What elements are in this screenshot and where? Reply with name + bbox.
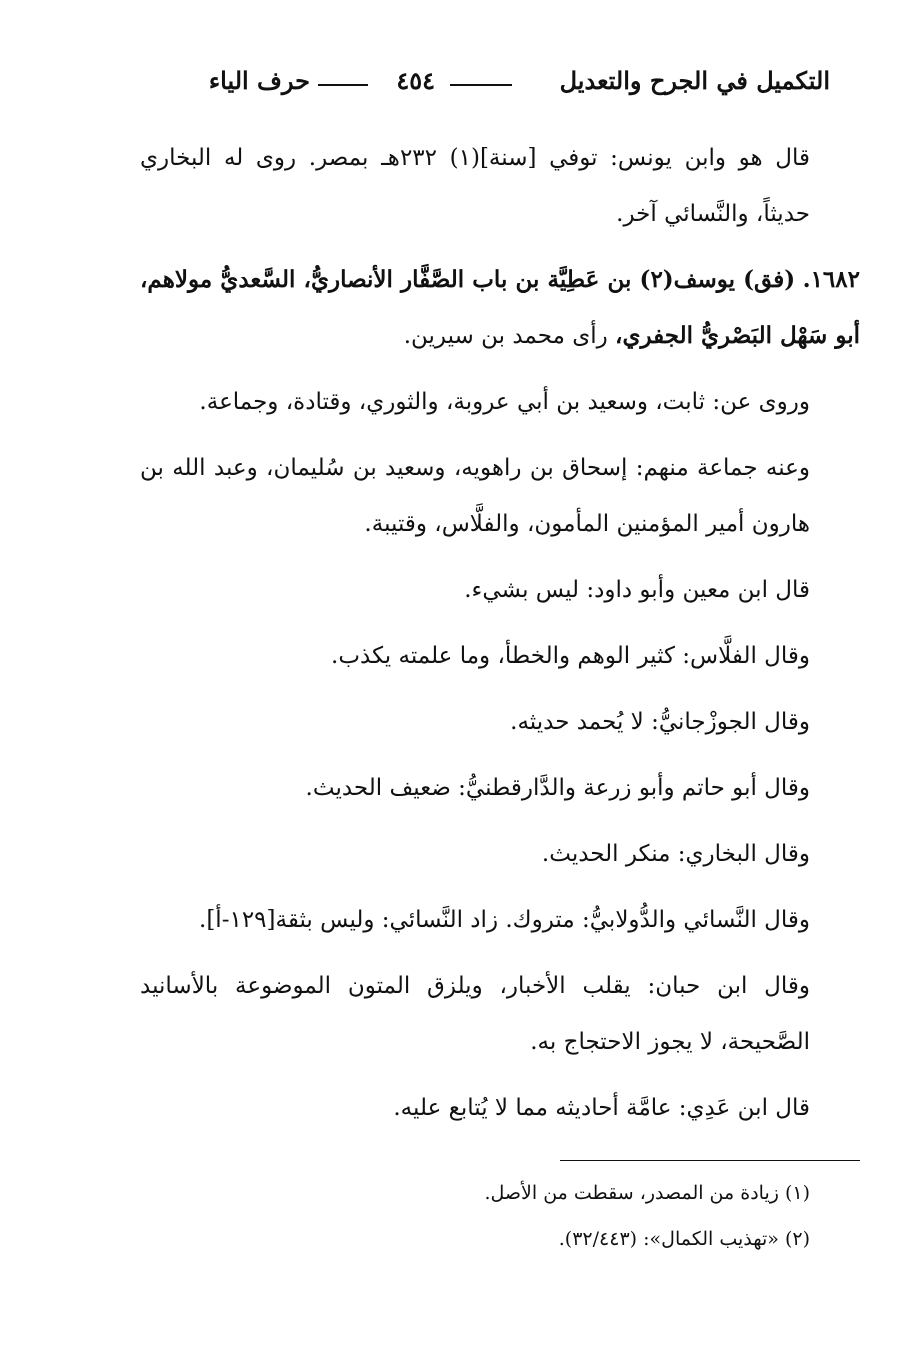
paragraph-death-note: قال هو وابن يونس: توفي [سنة](١) ٢٣٢هـ بمصر. روى له البخاري حديثاً، والنَّسائي آخر. (140, 145, 810, 227)
header-dash (318, 84, 368, 86)
paragraph-ibn-hibban: وقال ابن حبان: يقلب الأخبار، ويلزق المتون الموضوعة بالأسانيد الصَّحيحة، لا يجوز الاحتجاج به. (140, 973, 810, 1055)
page-number: ٤٥٤ (396, 66, 435, 95)
page-body (140, 130, 860, 1136)
footnote-2: (٢) «تهذيب الكمال»: (٣٢/٤٤٣). (558, 1228, 810, 1250)
paragraph-abu-hatim: وقال أبو حاتم وأبو زرعة والدَّارقطنيُّ: ضعيف الحديث. (305, 775, 810, 801)
paragraph-nasai: وقال النَّسائي والدُّولابيُّ: متروك. زاد النَّسائي: وليس بثقة[١٢٩-أ]. (199, 907, 810, 933)
paragraph-ibn-maeen: قال ابن معين وأبو داود: ليس بشيء. (464, 577, 810, 603)
paragraph-bukhari: وقال البخاري: منكر الحديث. (541, 841, 810, 867)
entry-name: (فق) يوسف(٢) بن عَطِيَّة بن باب الصَّفَّار الأنصاريُّ، السَّعديُّ مولاهم، أبو سَهْل البَصْريُّ الجفري، (140, 266, 860, 349)
entry-number: ١٦٨٢. (802, 266, 860, 293)
header-dash (450, 84, 512, 86)
book-title: التكميل في الجرح والتعديل (559, 66, 830, 95)
entry-heading (140, 252, 860, 364)
paragraph-narrators: وعنه جماعة منهم: إسحاق بن راهويه، وسعيد بن سُليمان، وعبد الله بن هارون أمير المؤمنين المأمون، والفلَّاس، وقتيبة. (140, 455, 810, 537)
paragraph-narrated-from: وروى عن: ثابت، وسعيد بن أبي عروبة، والثوري، وقتادة، وجماعة. (199, 389, 810, 415)
section-title: حرف الياء (208, 66, 310, 95)
paragraph-juzjani: وقال الجوزْجانيُّ: لا يُحمد حديثه. (510, 709, 810, 735)
paragraph-ibn-adi: قال ابن عَدِي: عامَّة أحاديثه مما لا يُتابع عليه. (393, 1095, 810, 1121)
entry-tail: رأى محمد بن سيرين. (403, 323, 608, 349)
page-header (140, 62, 830, 102)
footnotes (140, 1170, 860, 1262)
footnote-1: (١) زيادة من المصدر، سقطت من الأصل. (484, 1182, 810, 1204)
paragraph-fallas: وقال الفلَّاس: كثير الوهم والخطأ، وما علمته يكذب. (331, 643, 810, 669)
footnote-separator (560, 1160, 860, 1161)
